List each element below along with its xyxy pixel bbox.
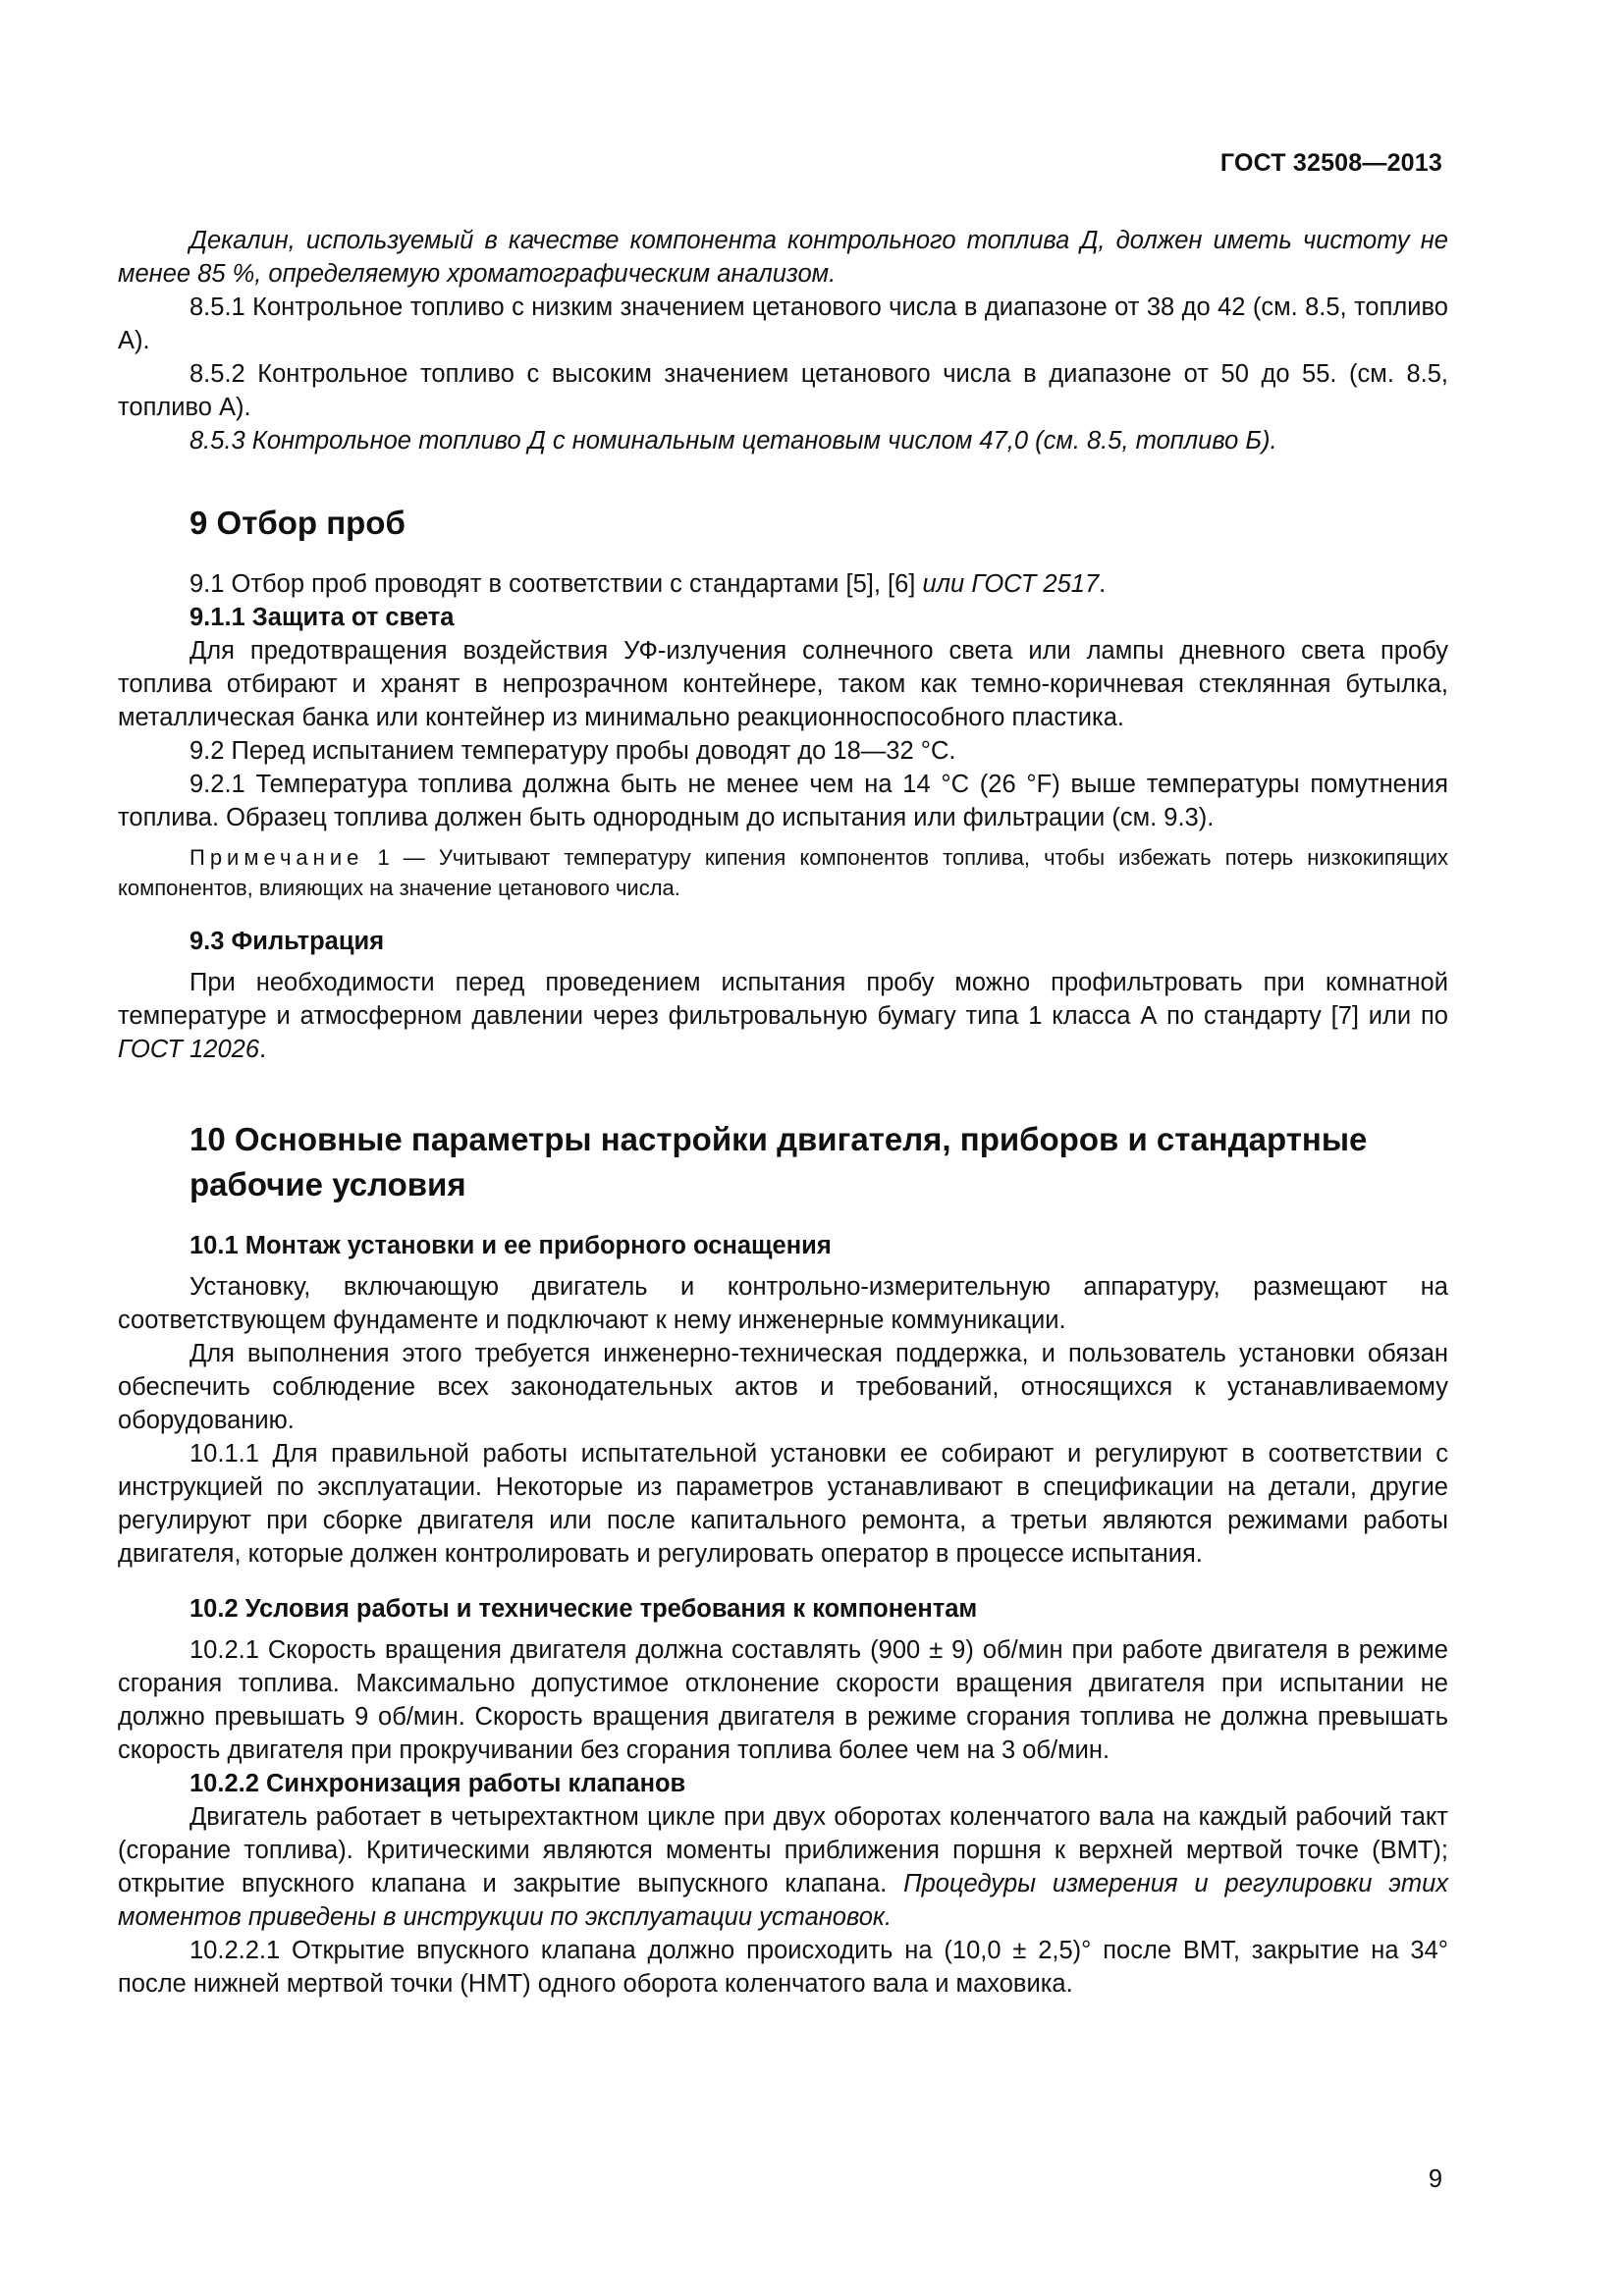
paragraph-10-2-2-italic: Процедуры измерения и регулировки этих моментов приведены в инструкции по эксплуатации установок.: [118, 1870, 1448, 1931]
paragraph-9-3-text: При необходимости перед проведением испытания пробу можно профильтровать при комнатной температуре и атмосферном давлении через фильтровальную бумагу типа 1 класса А по стандарту [7] или по: [118, 969, 1448, 1030]
page-body: [118, 224, 1448, 2001]
paragraph-10-1-1: 10.1.1 Для правильной работы испытательной установки ее собирают и регулируют в соответствии с инструкцией по эксплуатации. Некоторые из параметров устанавливают в спецификации на детали, другие регулируют при сборке двигателя или после капитального ремонта, а третьи являются режимами работы двигателя, которые должен контролировать и регулировать оператор в процессе испытания.: [118, 1440, 1448, 1568]
subsection-heading-9-3: 9.3 Фильтрация: [189, 928, 385, 955]
reference-gost-12026: ГОСТ 12026: [118, 1036, 259, 1063]
paragraph-decalin: Декалин, используемый в качестве компонента контрольного топлива Д, должен иметь чистоту не менее 85 %, определяемую хроматографическим анализом.: [118, 227, 1448, 288]
paragraph-9-2-1: 9.2.1 Температура топлива должна быть не менее чем на 14 °C (26 °F) выше температуры помутнения топлива. Образец топлива должен быть однородным до испытания или фильтрации (см. 9.3).: [118, 771, 1448, 831]
section-heading-10-line-2: рабочие условия: [189, 1166, 466, 1202]
paragraph-9-3: [118, 966, 1448, 1066]
paragraph-9-1: [118, 567, 1448, 601]
paragraph-8-5-3: 8.5.3 Контрольное топливо Д с номинальным цетановым числом 47,0 (см. 8.5, топливо Б).: [189, 427, 1277, 454]
paragraph-8-5-1: 8.5.1 Контрольное топливо с низким значением цетанового числа в диапазоне от 38 до 42 (см. 8.5, топливо А).: [118, 294, 1448, 354]
subsection-heading-10-2: 10.2 Условия работы и технические требования к компонентам: [189, 1595, 978, 1623]
paragraph-9-1-text: 9.1 Отбор проб проводят в соответствии с стандартами [5], [6]: [189, 570, 923, 598]
paragraph-9-1-end: .: [1099, 570, 1107, 598]
paragraph-8-5-2: 8.5.2 Контрольное топливо с высоким значением цетанового числа в диапазоне от 50 до 55. (см. 8.5, топливо А).: [118, 360, 1448, 421]
paragraph-9-3-end: .: [259, 1036, 267, 1063]
paragraph-10-2-2-text: Двигатель работает в четырехтактном цикле при двух оборотах коленчатого вала на каждый рабочий такт (сгорание топлива). Критическими являются моменты приближения поршня к верхней мертвой точке (ВМТ); открытие впускного клапана и закрытие выпускного клапана.: [118, 1803, 1448, 1897]
note-1: [118, 842, 1448, 903]
page-number: 9: [1428, 2165, 1442, 2193]
subsection-heading-10-1: 10.1 Монтаж установки и ее приборного оснащения: [189, 1232, 832, 1259]
paragraph-9-1-1: Для предотвращения воздействия УФ-излучения солнечного света или лампы дневного света пробу топлива отбирают и хранят в непрозрачном контейнере, таком как темно-коричневая стеклянная бутылка, металлическая банка или контейнер из минимально реакционноспособного пластика.: [118, 637, 1448, 731]
subsection-heading-9-1-1: 9.1.1 Защита от света: [189, 604, 455, 631]
section-heading-10: [118, 1117, 1448, 1207]
note-text: 1 — Учитывают температуру кипения компонентов топлива, чтобы избежать потерь низкокипящих компонентов, влияющих на значение цетанового числа.: [118, 845, 1448, 900]
paragraph-10-2-2: [118, 1800, 1448, 1934]
paragraph-10-1-b: Для выполнения этого требуется инженерно-техническая поддержка, и пользователь установки обязан обеспечить соблюдение всех законодательных актов и требований, относящихся к устанавливаемому оборудованию.: [118, 1340, 1448, 1434]
reference-gost-2517: или ГОСТ 2517: [922, 570, 1100, 598]
paragraph-9-2: 9.2 Перед испытанием температуру пробы доводят до 18—32 °C.: [189, 737, 956, 765]
document-header: ГОСТ 32508—2013: [1219, 149, 1442, 177]
paragraph-10-2-1: 10.2.1 Скорость вращения двигателя должна составлять (900 ± 9) об/мин при работе двигателя в режиме сгорания топлива. Максимально допустимое отклонение скорости вращения двигателя при испытании не должно превышать 9 об/мин. Скорость вращения двигателя в режиме сгорания топлива не должна превышать скорость двигателя при прокручивании без сгорания топлива более чем на 3 об/мин.: [118, 1636, 1448, 1764]
paragraph-10-2-2-1: 10.2.2.1 Открытие впускного клапана должно происходить на (10,0 ± 2,5)° после ВМТ, закрытие на 34° после нижней мертвой точки (НМТ) одного оборота коленчатого вала и маховика.: [118, 1937, 1448, 1998]
paragraph-10-1-a: Установку, включающую двигатель и контрольно-измерительную аппаратуру, размещают на соответствующем фундаменте и подключают к нему инженерные коммуникации.: [118, 1273, 1448, 1334]
subsection-heading-10-2-2: 10.2.2 Синхронизация работы клапанов: [189, 1770, 686, 1797]
section-heading-9: 9 Отбор проб: [189, 505, 406, 541]
note-label: Примечание: [189, 845, 364, 870]
section-heading-10-line-1: 10 Основные параметры настройки двигателя, приборов и стандартные: [189, 1121, 1368, 1157]
